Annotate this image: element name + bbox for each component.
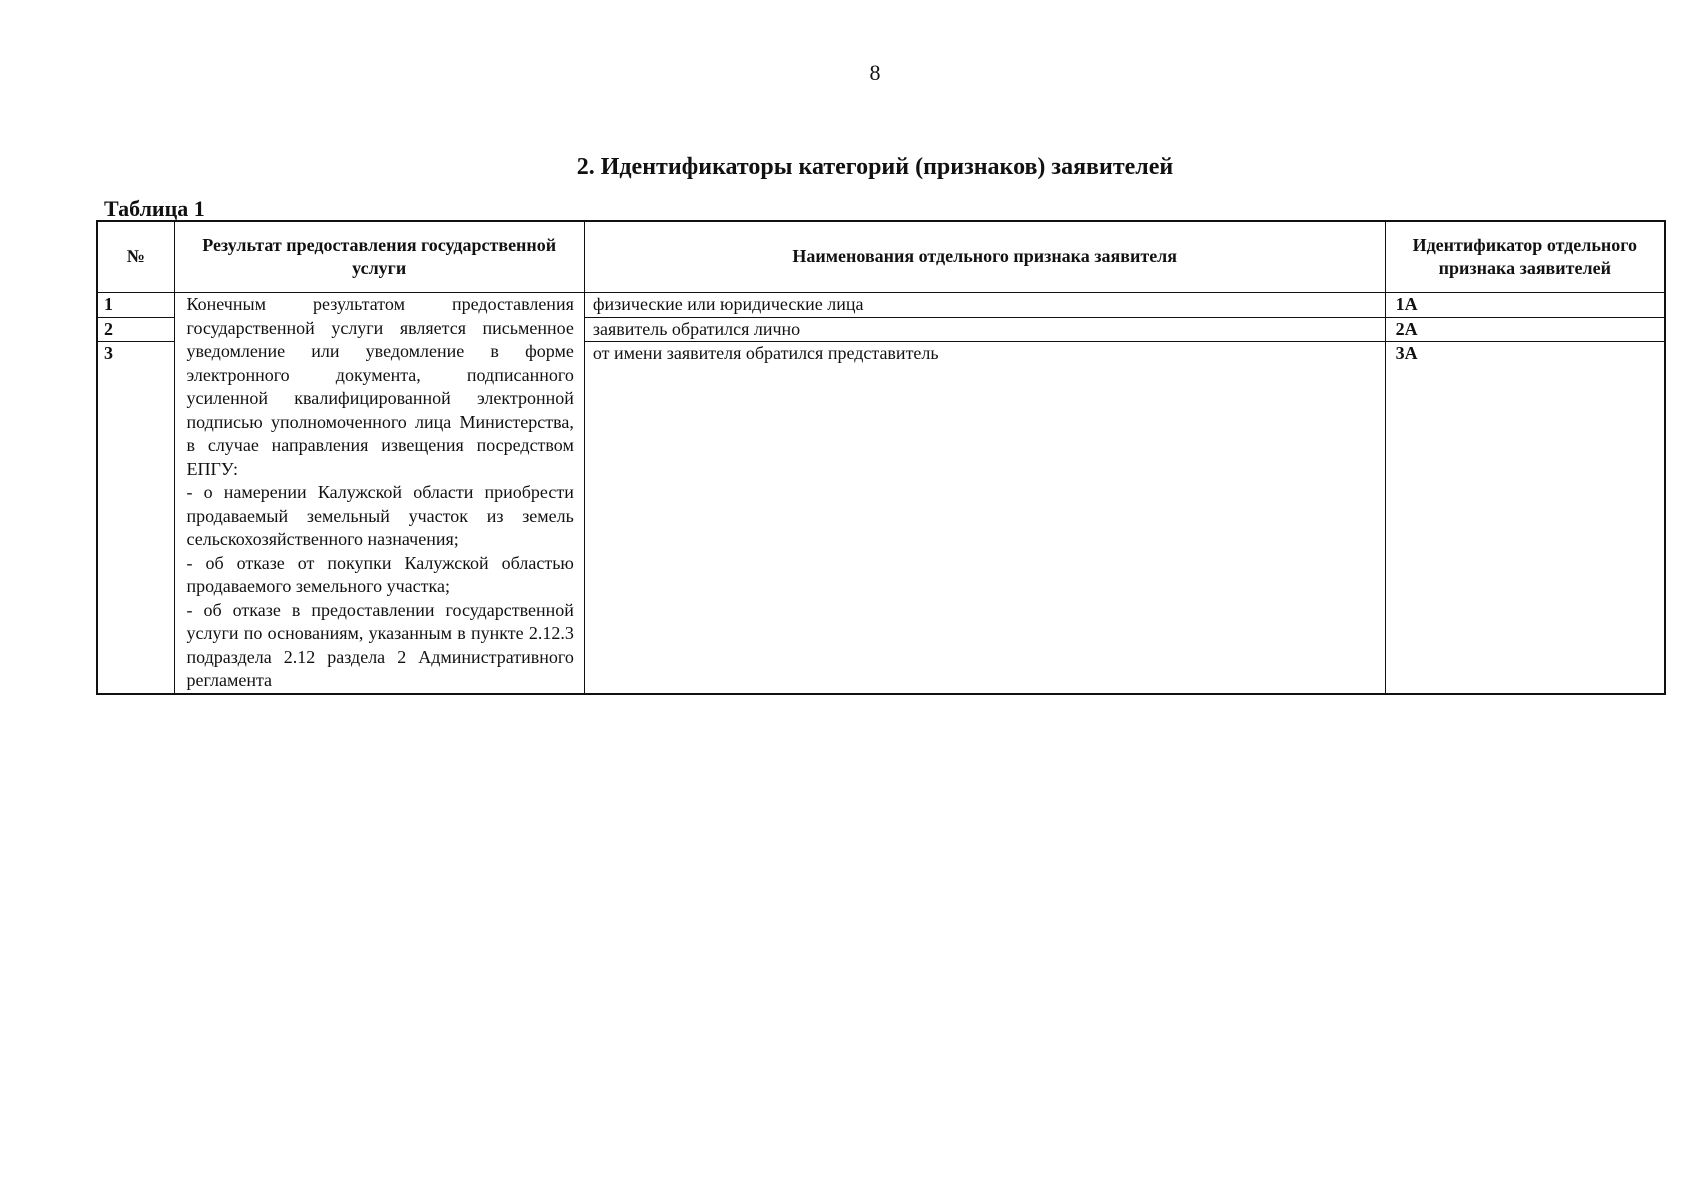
row-num: 3 [97,342,174,694]
row-id: 1А [1385,293,1665,318]
table-header-row [97,221,1665,293]
row-id: 2А [1385,317,1665,342]
row-name: заявитель обратился лично [584,317,1385,342]
row-id: 3А [1385,342,1665,694]
result-line: - об отказе в предоставлении государственной услуги по основаниям, указанным в пункте 2.12.3 подраздела 2.12 раздела 2 Административного регламента [186,599,574,690]
row-num: 2 [97,317,174,342]
header-num: № [97,221,174,293]
result-line: - об отказе от покупки Калужской областью продаваемого земельного участка; [186,552,574,596]
result-line: - о намерении Калужской области приобрести продаваемый земельный участок из земель сельскохозяйственного назначения; [186,482,574,549]
row-name: физические или юридические лица [584,293,1385,318]
page-number: 8 [869,60,881,85]
result-cell [174,293,584,694]
section-title: 2. Идентификаторы категорий (признаков) заявителей [576,154,1174,180]
header-name: Наименования отдельного признака заявителя [584,221,1385,293]
row-name: от имени заявителя обратился представитель [584,342,1385,694]
table-row [97,293,1665,318]
row-num: 1 [97,293,174,318]
applicant-categories-table [96,220,1666,695]
table-caption: Таблица 1 [104,196,205,221]
header-result: Результат предоставления государственной услуги [174,221,584,293]
result-line: Конечным результатом предоставления государственной услуги является письменное уведомление или уведомление в форме электронного документа, подписанного усиленной квалифицированной электронной подписью уполномоченного лица Министерства, в случае направления извещения посредством ЕПГУ: [186,294,574,479]
header-id: Идентификатор отдельного признака заявителей [1385,221,1665,293]
